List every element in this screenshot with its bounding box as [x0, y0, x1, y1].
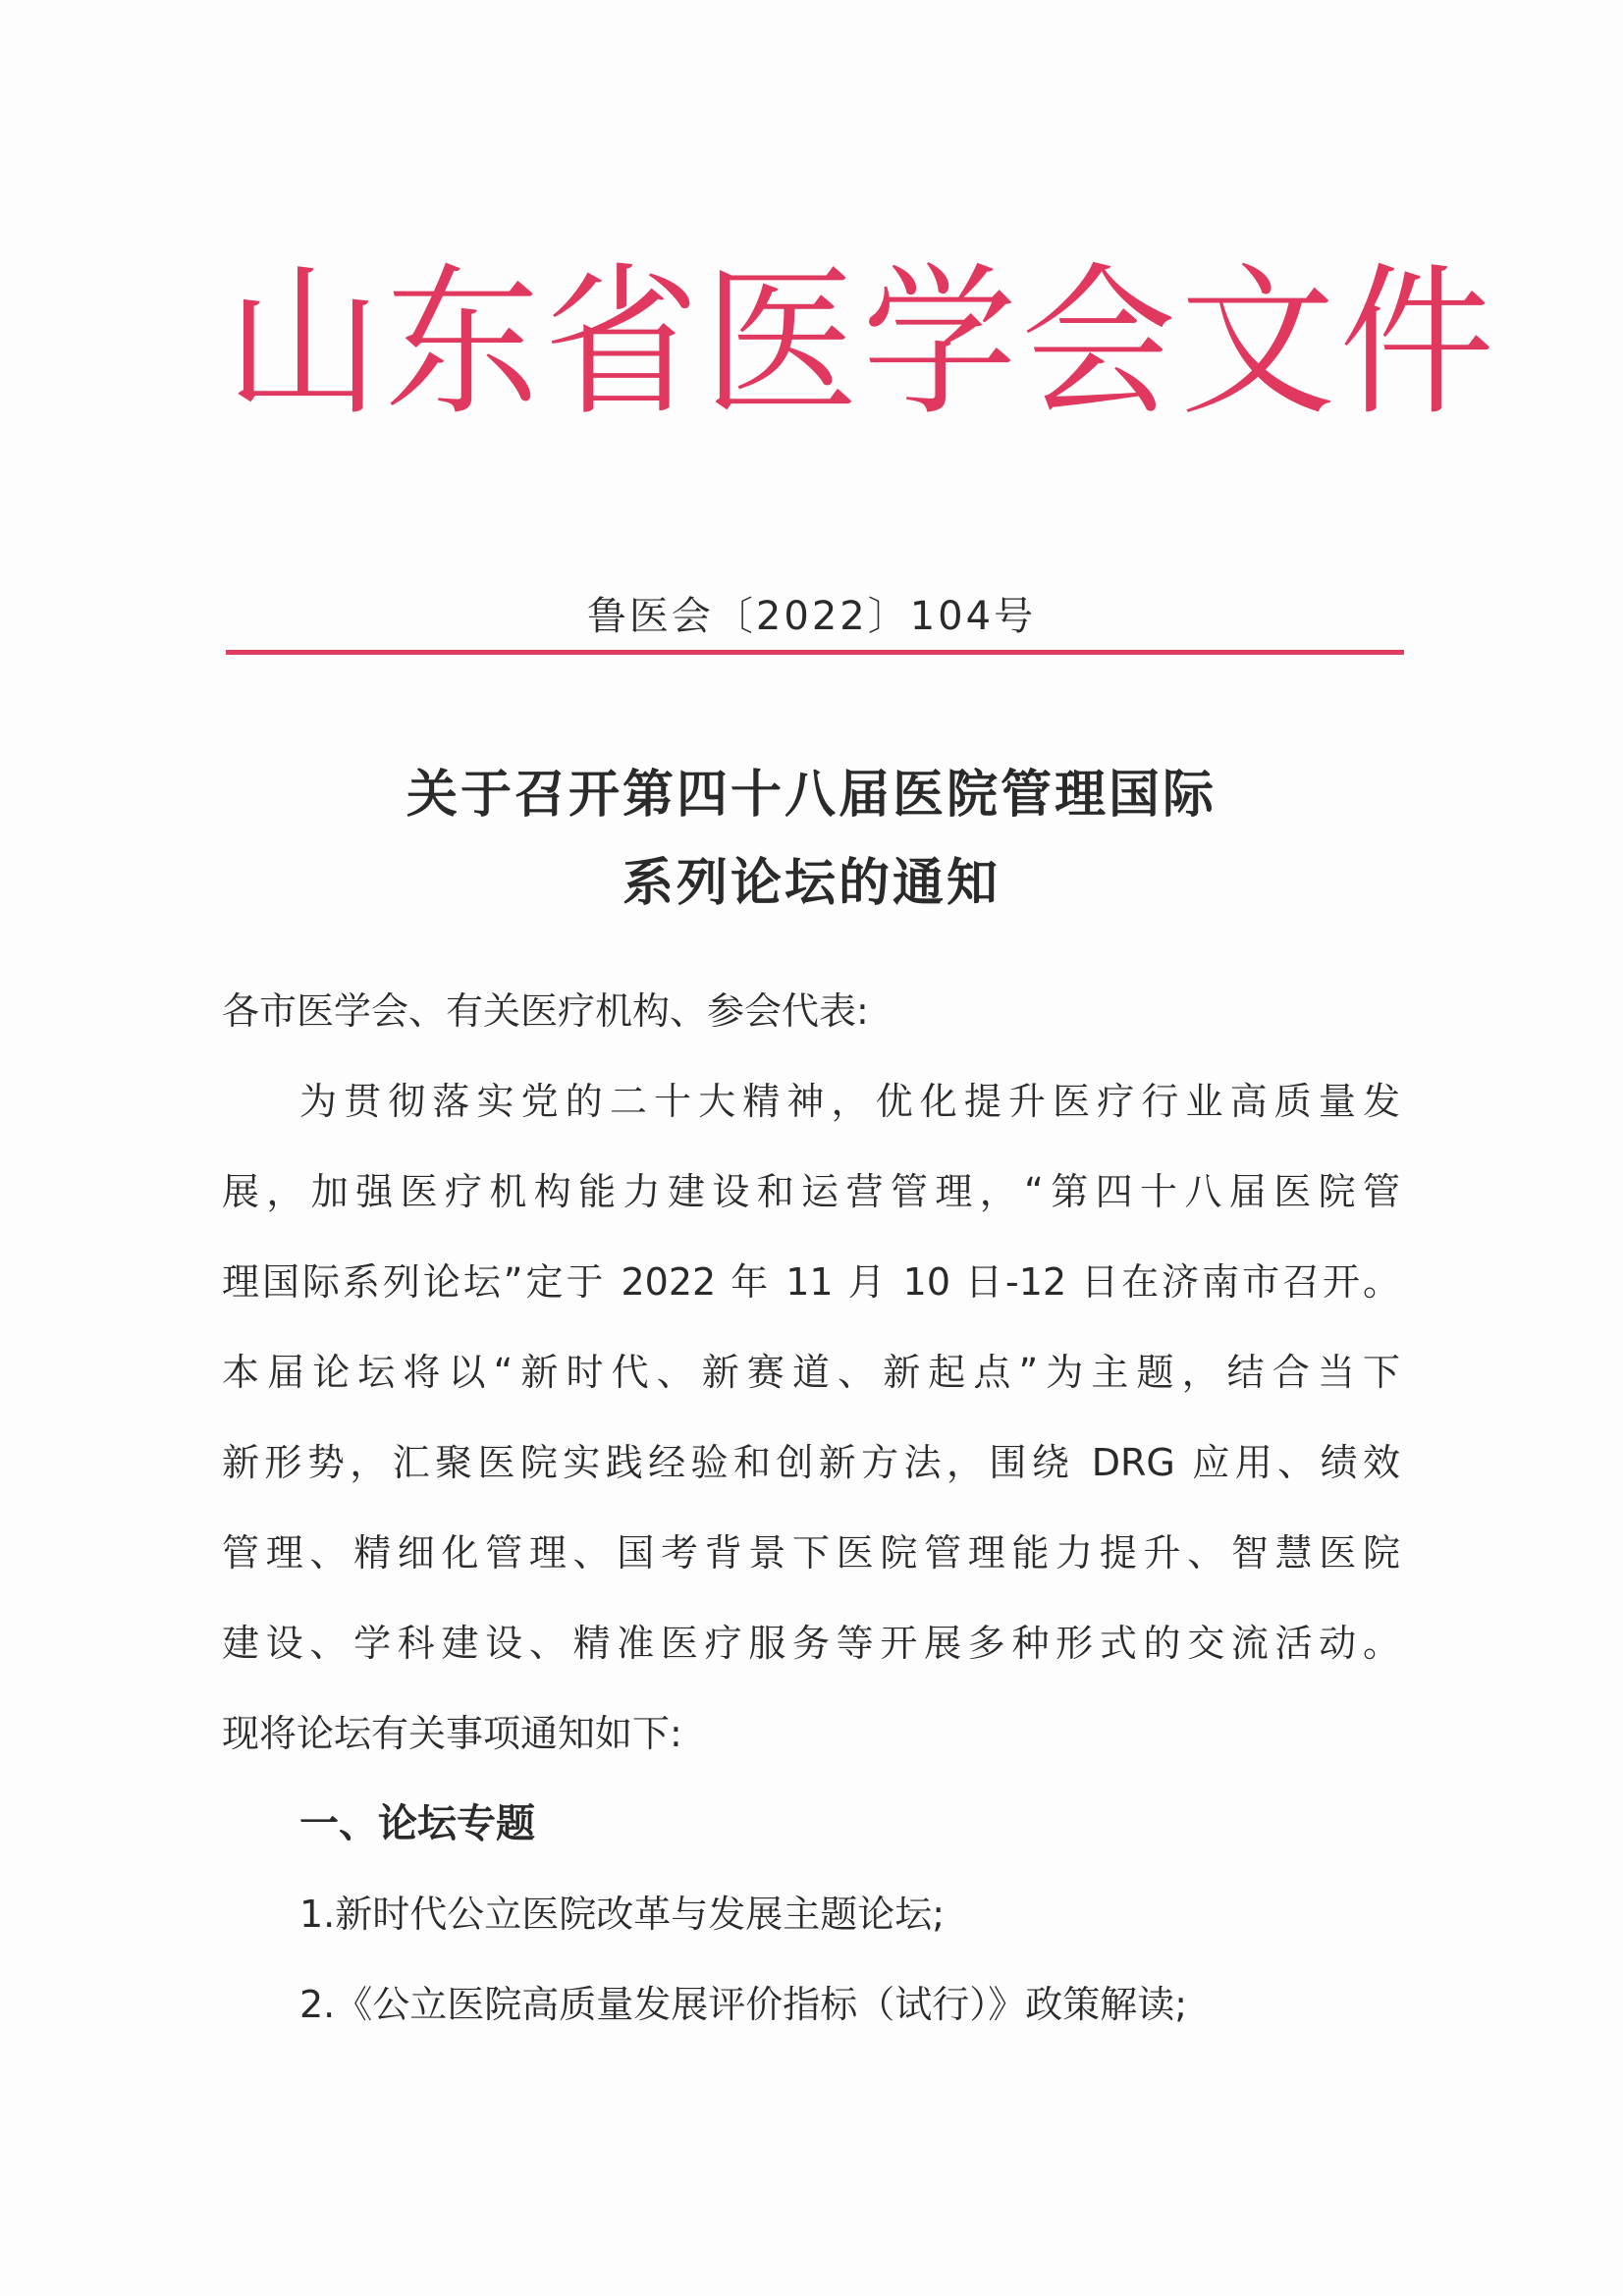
paragraph-line: 建设、学科建设、精准医疗服务等开展多种形式的交流活动。	[222, 1622, 1400, 1665]
org-header-title: 山东省医学会文件	[226, 248, 1498, 439]
list-item: 1.新时代公立医院改革与发展主题论坛;	[299, 1893, 946, 1936]
paragraph-line: 理国际系列论坛”定于 2022 年 11 月 10 日-12 日在济南市召开。	[222, 1260, 1400, 1304]
paragraph-line: 展，加强医疗机构能力建设和运营管理，“第四十八届医院管	[222, 1170, 1400, 1213]
paragraph-line: 本届论坛将以“新时代、新赛道、新起点”为主题，结合当下	[222, 1351, 1400, 1394]
red-divider-line	[226, 650, 1404, 655]
document-number: 鲁医会〔2022〕104号	[586, 594, 1037, 639]
list-item: 2.《公立医院高质量发展评价指标（试行）》政策解读;	[299, 1983, 1188, 2026]
paragraph-line: 新形势，汇聚医院实践经验和创新方法，围绕 DRG 应用、绩效	[222, 1441, 1400, 1484]
notice-title-line-2: 系列论坛的通知	[622, 854, 1001, 913]
salutation: 各市医学会、有关医疗机构、参会代表:	[222, 989, 869, 1033]
paragraph-line: 现将论坛有关事项通知如下:	[222, 1712, 682, 1755]
section-heading: 一、论坛专题	[299, 1801, 535, 1846]
notice-title-line-1: 关于召开第四十八届医院管理国际	[406, 766, 1217, 825]
paragraph-line: 为贯彻落实党的二十大精神，优化提升医疗行业高质量发	[299, 1080, 1400, 1123]
paragraph-line: 管理、精细化管理、国考背景下医院管理能力提升、智慧医院	[222, 1531, 1400, 1575]
